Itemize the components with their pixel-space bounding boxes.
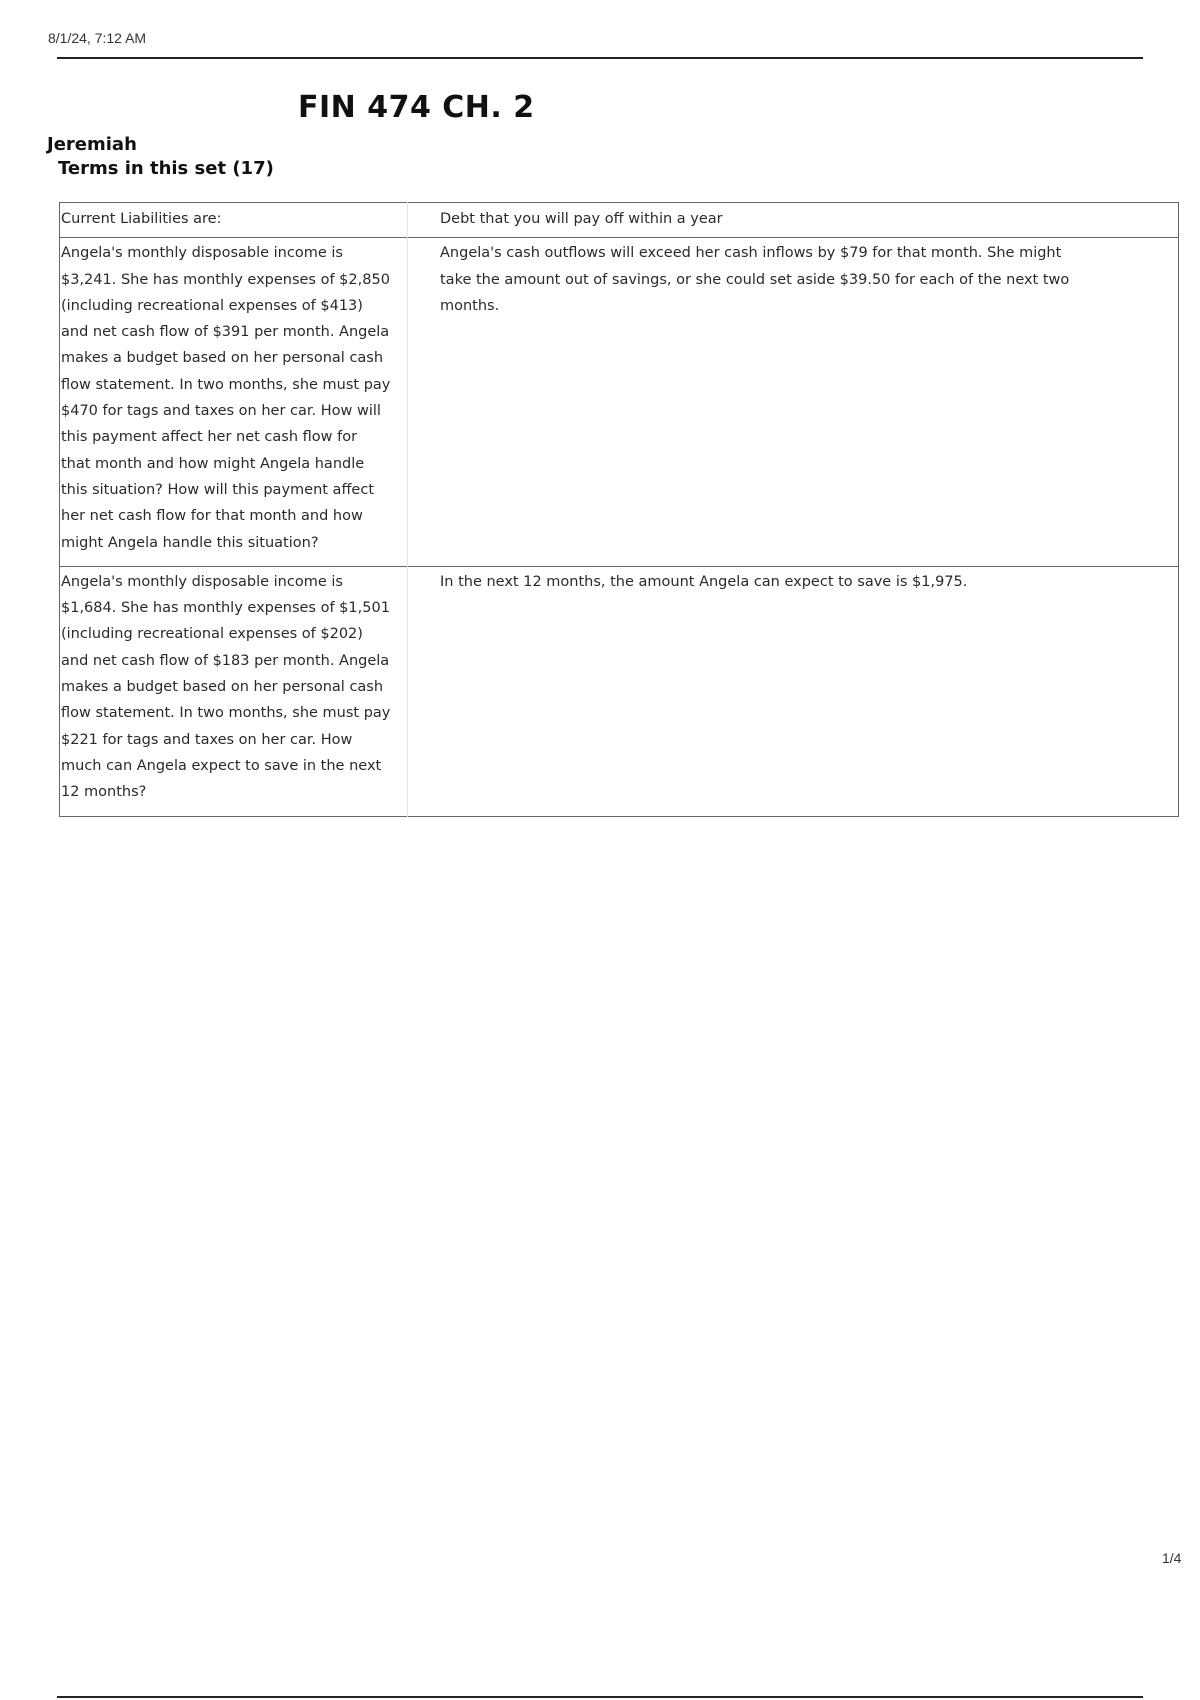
terms-table [59,202,1179,817]
definition-cell [408,203,1179,238]
term-cell [60,566,408,816]
term-row [60,238,1179,567]
definition-text: Angela's cash outflows will exceed her cash inflows by $79 for that month. She might take the amount out of savings, or she could set aside $39.50 for each of the next two months. [440,245,1070,314]
term-text: Current Liabilities are: [61,211,222,227]
definition-cell [408,238,1179,567]
print-header-timestamp: 8/1/24, 7:12 AM [48,30,147,46]
term-text: Angela's monthly disposable income is $1,684. She has monthly expenses of $1,501 (including recreational expenses of $202) and net cash flow of $183 per month. Angela makes a budget based on her personal cash flow statement. In two months, she must pay $221 for tags and taxes on her car. How much can Angela expect to save in the next 12 months? [61,573,391,801]
author-name: Jeremiah [47,134,137,155]
definition-cell [408,566,1179,816]
definition-text: Debt that you will pay off within a year [440,211,723,227]
bottom-rule [57,1696,1143,1698]
term-cell [60,238,408,567]
page-number: 1/4 [1162,1550,1182,1566]
term-row [60,203,1179,238]
top-rule [57,57,1143,59]
document-title: FIN 474 CH. 2 [298,90,535,125]
term-row [60,566,1179,816]
terms-count-heading: Terms in this set (17) [58,158,274,179]
term-text: Angela's monthly disposable income is $3,241. She has monthly expenses of $2,850 (including recreational expenses of $413) and net cash flow of $391 per month. Angela makes a budget based on her personal cash flow statement. In two months, she must pay $470 for tags and taxes on her car. How will this payment affect her net cash flow for that month and how might Angela handle this situation? How will this payment affect her net cash flow for that month and how might Angela handle this situation? [61,245,391,551]
term-cell [60,203,408,238]
definition-text: In the next 12 months, the amount Angela can expect to save is $1,975. [440,573,968,590]
